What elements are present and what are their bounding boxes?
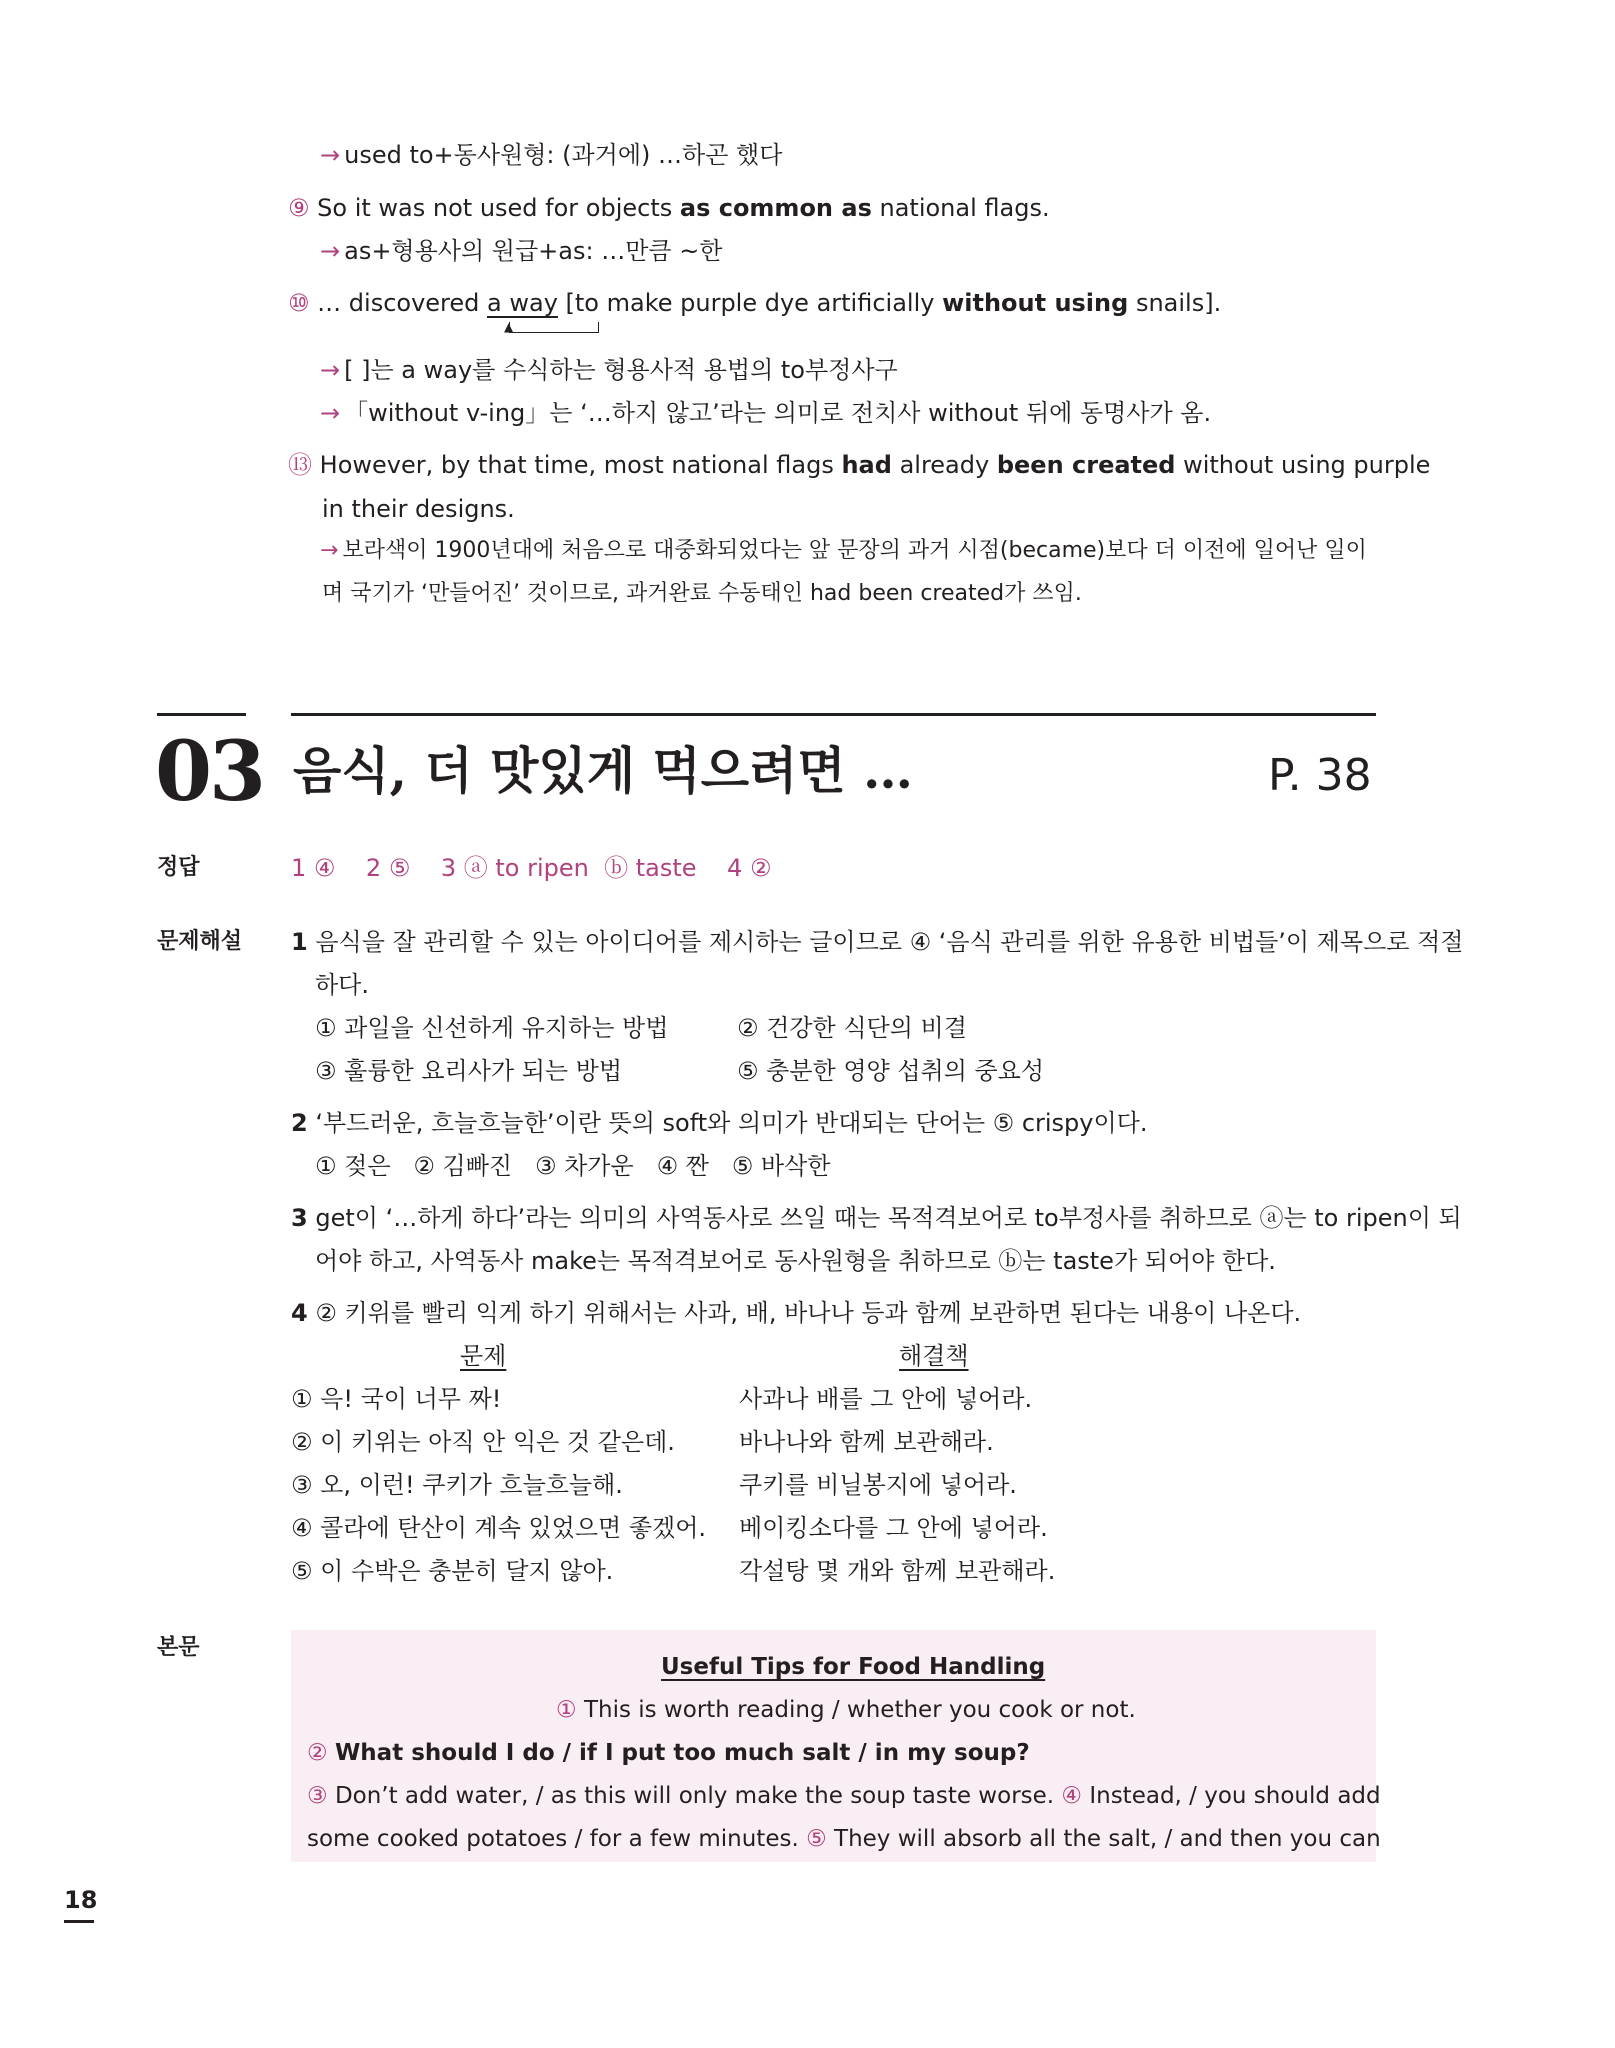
reading-sentence-4: some cooked potatoes / for a few minutes. ⑤ They will absorb all the salt, / and then you can bbox=[307, 1826, 1381, 1852]
reading-sentence-1: ① This is worth reading / whether you cook or not. bbox=[556, 1697, 1136, 1723]
note-10-sub2: → 「without v-ing」는 ‘…하지 않고’라는 의미로 전치사 without 뒤에 동명사가 옴. bbox=[320, 399, 1212, 427]
reading-sentence-2: ② What should I do / if I put too much salt / in my soup? bbox=[307, 1740, 1030, 1766]
problem-row: ④ 콜라에 탄산이 계속 있었으면 좋겠어. bbox=[291, 1514, 707, 1542]
note-13: ⑬ However, by that time, most national flags had already been created without using purple bbox=[288, 451, 1431, 479]
question-1-option-1: ① 과일을 신선하게 유지하는 방법 bbox=[315, 1014, 669, 1042]
question-1-option-3: ③ 훌륭한 요리사가 되는 방법 bbox=[315, 1057, 623, 1085]
question-3-line2: 어야 하고, 사역동사 make는 목적격보어로 동사원형을 취하므로 ⓑ는 taste가 되어야 한다. bbox=[315, 1247, 1276, 1275]
solution-row: 바나나와 함께 보관해라. bbox=[739, 1428, 994, 1456]
problem-row: ② 이 키위는 아직 안 익은 것 같은데. bbox=[291, 1428, 675, 1456]
solution-row: 각설탕 몇 개와 함께 보관해라. bbox=[739, 1557, 1056, 1585]
modifier-bracket bbox=[509, 322, 599, 333]
question-2-options: ① 젖은 ② 김빠진 ③ 차가운 ④ 짠 ⑤ 바삭한 bbox=[315, 1152, 831, 1180]
reading-label: 본문 bbox=[157, 1635, 200, 1660]
note-10-sub1: → [ ]는 a way를 수식하는 형용사적 용법의 to부정사구 bbox=[320, 356, 898, 384]
question-1-option-2: ② 건강한 식단의 비결 bbox=[737, 1014, 967, 1042]
page-reference: P. 38 bbox=[1268, 750, 1372, 801]
solution-row: 쿠키를 비닐봉지에 넣어라. bbox=[739, 1471, 1017, 1499]
question-4: 4 ② 키위를 빨리 익게 하기 위해서는 사과, 배, 바나나 등과 함께 보관하면 된다는 내용이 나온다. bbox=[291, 1299, 1302, 1327]
solution-column-header: 해결책 bbox=[899, 1342, 969, 1370]
page-number-underline bbox=[64, 1920, 94, 1923]
section-number: 03 bbox=[155, 724, 264, 820]
note-9-sub: → as+형용사의 원급+as: …만큼 ~한 bbox=[320, 237, 723, 265]
answers-list: 1 ④ 2 ⑤ 3 ⓐ to ripen ⓑ taste 4 ② bbox=[291, 854, 772, 882]
problem-row: ① 윽! 국이 너무 짜! bbox=[291, 1385, 502, 1413]
note-13-sub2: 며 국기가 ‘만들어진’ 것이므로, 과거완료 수동태인 had been created가 쓰임. bbox=[322, 581, 1082, 606]
solution-row: 사과나 배를 그 안에 넣어라. bbox=[739, 1385, 1033, 1413]
reading-sentence-3: ③ Don’t add water, / as this will only make the soup taste worse. ④ Instead, / you should add bbox=[307, 1783, 1381, 1809]
note-13-sub1: → 보라색이 1900년대에 처음으로 대중화되었다는 앞 문장의 과거 시점(became)보다 더 이전에 일어난 일이 bbox=[320, 538, 1367, 563]
reading-title: Useful Tips for Food Handling bbox=[661, 1654, 1046, 1680]
section-title: 음식, 더 맛있게 먹으려면 … bbox=[293, 741, 914, 800]
note-9: ⑨ So it was not used for objects as common as national flags. bbox=[288, 194, 1050, 222]
explanation-label: 문제해설 bbox=[157, 929, 243, 954]
note-used-to: → used to+동사원형: (과거에) …하곤 했다 bbox=[320, 141, 783, 169]
section-rule-right bbox=[291, 713, 1376, 716]
answers-label: 정답 bbox=[157, 855, 200, 880]
question-3: 3 get이 ‘…하게 하다’라는 의미의 사역동사로 쓰일 때는 목적격보어로 to부정사를 취하므로 ⓐ는 to ripen이 되 bbox=[291, 1204, 1462, 1232]
problem-row: ③ 오, 이런! 쿠키가 흐늘흐늘해. bbox=[291, 1471, 623, 1499]
note-10: ⑩ … discovered a way [to make purple dye artificially without using snails]. bbox=[288, 289, 1222, 317]
section-rule-left bbox=[157, 713, 246, 716]
problem-column-header: 문제 bbox=[460, 1342, 507, 1370]
note-13-line2: in their designs. bbox=[322, 495, 515, 523]
modifier-arrowhead: ▲ bbox=[504, 320, 514, 334]
question-1-line2: 하다. bbox=[315, 971, 369, 999]
page-number: 18 bbox=[64, 1886, 98, 1914]
question-1-option-5: ⑤ 충분한 영양 섭취의 중요성 bbox=[737, 1057, 1045, 1085]
solution-row: 베이킹소다를 그 안에 넣어라. bbox=[739, 1514, 1048, 1542]
problem-row: ⑤ 이 수박은 충분히 달지 않아. bbox=[291, 1557, 614, 1585]
question-1: 1 음식을 잘 관리할 수 있는 아이디어를 제시하는 글이므로 ④ ‘음식 관리를 위한 유용한 비법들’이 제목으로 적절 bbox=[291, 928, 1464, 956]
question-2: 2 ‘부드러운, 흐늘흐늘한’이란 뜻의 soft와 의미가 반대되는 단어는 ⑤ crispy이다. bbox=[291, 1109, 1148, 1137]
